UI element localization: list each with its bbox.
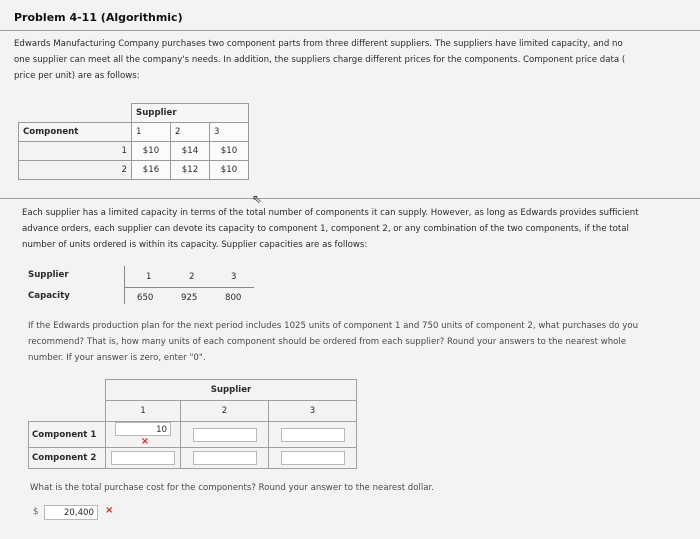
title-divider: [0, 30, 700, 31]
question-line-3: number. If your answer is zero, enter "0".: [28, 353, 206, 363]
answer-input[interactable]: [193, 428, 257, 442]
price-row: [19, 142, 249, 161]
answer-grid-supplier-header: Supplier: [106, 380, 357, 401]
answer-supplier-id: 3: [269, 401, 357, 422]
price-table-component-header: Component: [19, 123, 132, 142]
answer-input[interactable]: [111, 451, 175, 465]
capacity-vertical-rule: [124, 266, 125, 304]
answer-grid: [28, 379, 357, 469]
price-cell: $10: [132, 142, 171, 161]
capacity-paragraph: [22, 205, 700, 253]
intro-line-2: one supplier can meet all the company's needs. In addition, the suppliers charge different prices for the components. Component price data (: [14, 55, 626, 65]
answer-cell: [269, 422, 357, 448]
capacity-supplier-id: 3: [231, 272, 237, 282]
answer-cell: [106, 422, 181, 448]
capacity-value: 925: [181, 293, 198, 303]
capacity-supplier-id: 2: [189, 272, 195, 282]
capacity-value: 800: [225, 293, 242, 303]
price-cell: $10: [210, 142, 249, 161]
supplier-id-cell: 2: [171, 123, 210, 142]
capacity-line-3: number of units ordered is within its capacity. Supplier capacities are as follows:: [22, 240, 368, 250]
answer-input[interactable]: [193, 451, 257, 465]
mouse-cursor-icon: ⇖: [252, 192, 263, 206]
incorrect-x-icon: ×: [140, 436, 150, 447]
intro-paragraph: [14, 36, 700, 84]
supplier-id-cell: 3: [210, 123, 249, 142]
answer-cell: [181, 448, 269, 469]
answer-input[interactable]: [281, 451, 345, 465]
answer-cell: [269, 448, 357, 469]
capacity-line-2: advance orders, each supplier can devote its capacity to component 1, component 2, or any combination of the two components, if the total: [22, 224, 629, 234]
component-id-cell: 2: [19, 161, 132, 180]
price-table: [18, 103, 249, 180]
cost-question: What is the total purchase cost for the components? Round your answer to the nearest dollar.: [30, 483, 435, 493]
question-line-2: recommend? That is, how many units of each component should be ordered from each supplier? Round your answers to the nearest whole: [28, 337, 627, 347]
total-cost-input[interactable]: 20,400: [44, 505, 98, 520]
price-row: [19, 161, 249, 180]
answer-supplier-id: 1: [106, 401, 181, 422]
answer-input[interactable]: [281, 428, 345, 442]
answer-cell: [106, 448, 181, 469]
price-cell: $16: [132, 161, 171, 180]
intro-line-1: Edwards Manufacturing Company purchases two component parts from three different suppliers. The suppliers have limited capacity, and no: [14, 39, 623, 49]
intro-line-3: price per unit) are as follows:: [14, 71, 140, 81]
capacity-horizontal-rule: [124, 287, 254, 288]
supplier-id-cell: 1: [132, 123, 171, 142]
question-paragraph: [28, 318, 698, 366]
answer-row-label: Component 2: [29, 448, 106, 469]
price-cell: $14: [171, 142, 210, 161]
question-line-1: If the Edwards production plan for the next period includes 1025 units of component 1 and 750 units of component 2, what purchases do you: [28, 321, 639, 331]
capacity-value: 650: [137, 293, 154, 303]
answer-input[interactable]: 10: [115, 422, 171, 436]
capacity-capacity-label: Capacity: [28, 291, 70, 301]
answer-supplier-id: 2: [181, 401, 269, 422]
price-cell: $12: [171, 161, 210, 180]
answer-row: [29, 448, 357, 469]
component-id-cell: 1: [19, 142, 132, 161]
answer-row: [29, 422, 357, 448]
capacity-supplier-id: 1: [146, 272, 152, 282]
price-cell: $10: [210, 161, 249, 180]
capacity-line-1: Each supplier has a limited capacity in terms of the total number of components it can supply. However, as long as Edwards provides sufficient: [22, 208, 639, 218]
incorrect-x-icon: ×: [105, 505, 114, 516]
section-divider: [0, 198, 700, 199]
problem-title: Problem 4-11 (Algorithmic): [14, 11, 183, 24]
capacity-supplier-label: Supplier: [28, 270, 69, 280]
answer-row-label: Component 1: [29, 422, 106, 448]
currency-symbol: $: [33, 507, 39, 517]
answer-cell: [181, 422, 269, 448]
price-table-supplier-header: Supplier: [132, 104, 249, 123]
